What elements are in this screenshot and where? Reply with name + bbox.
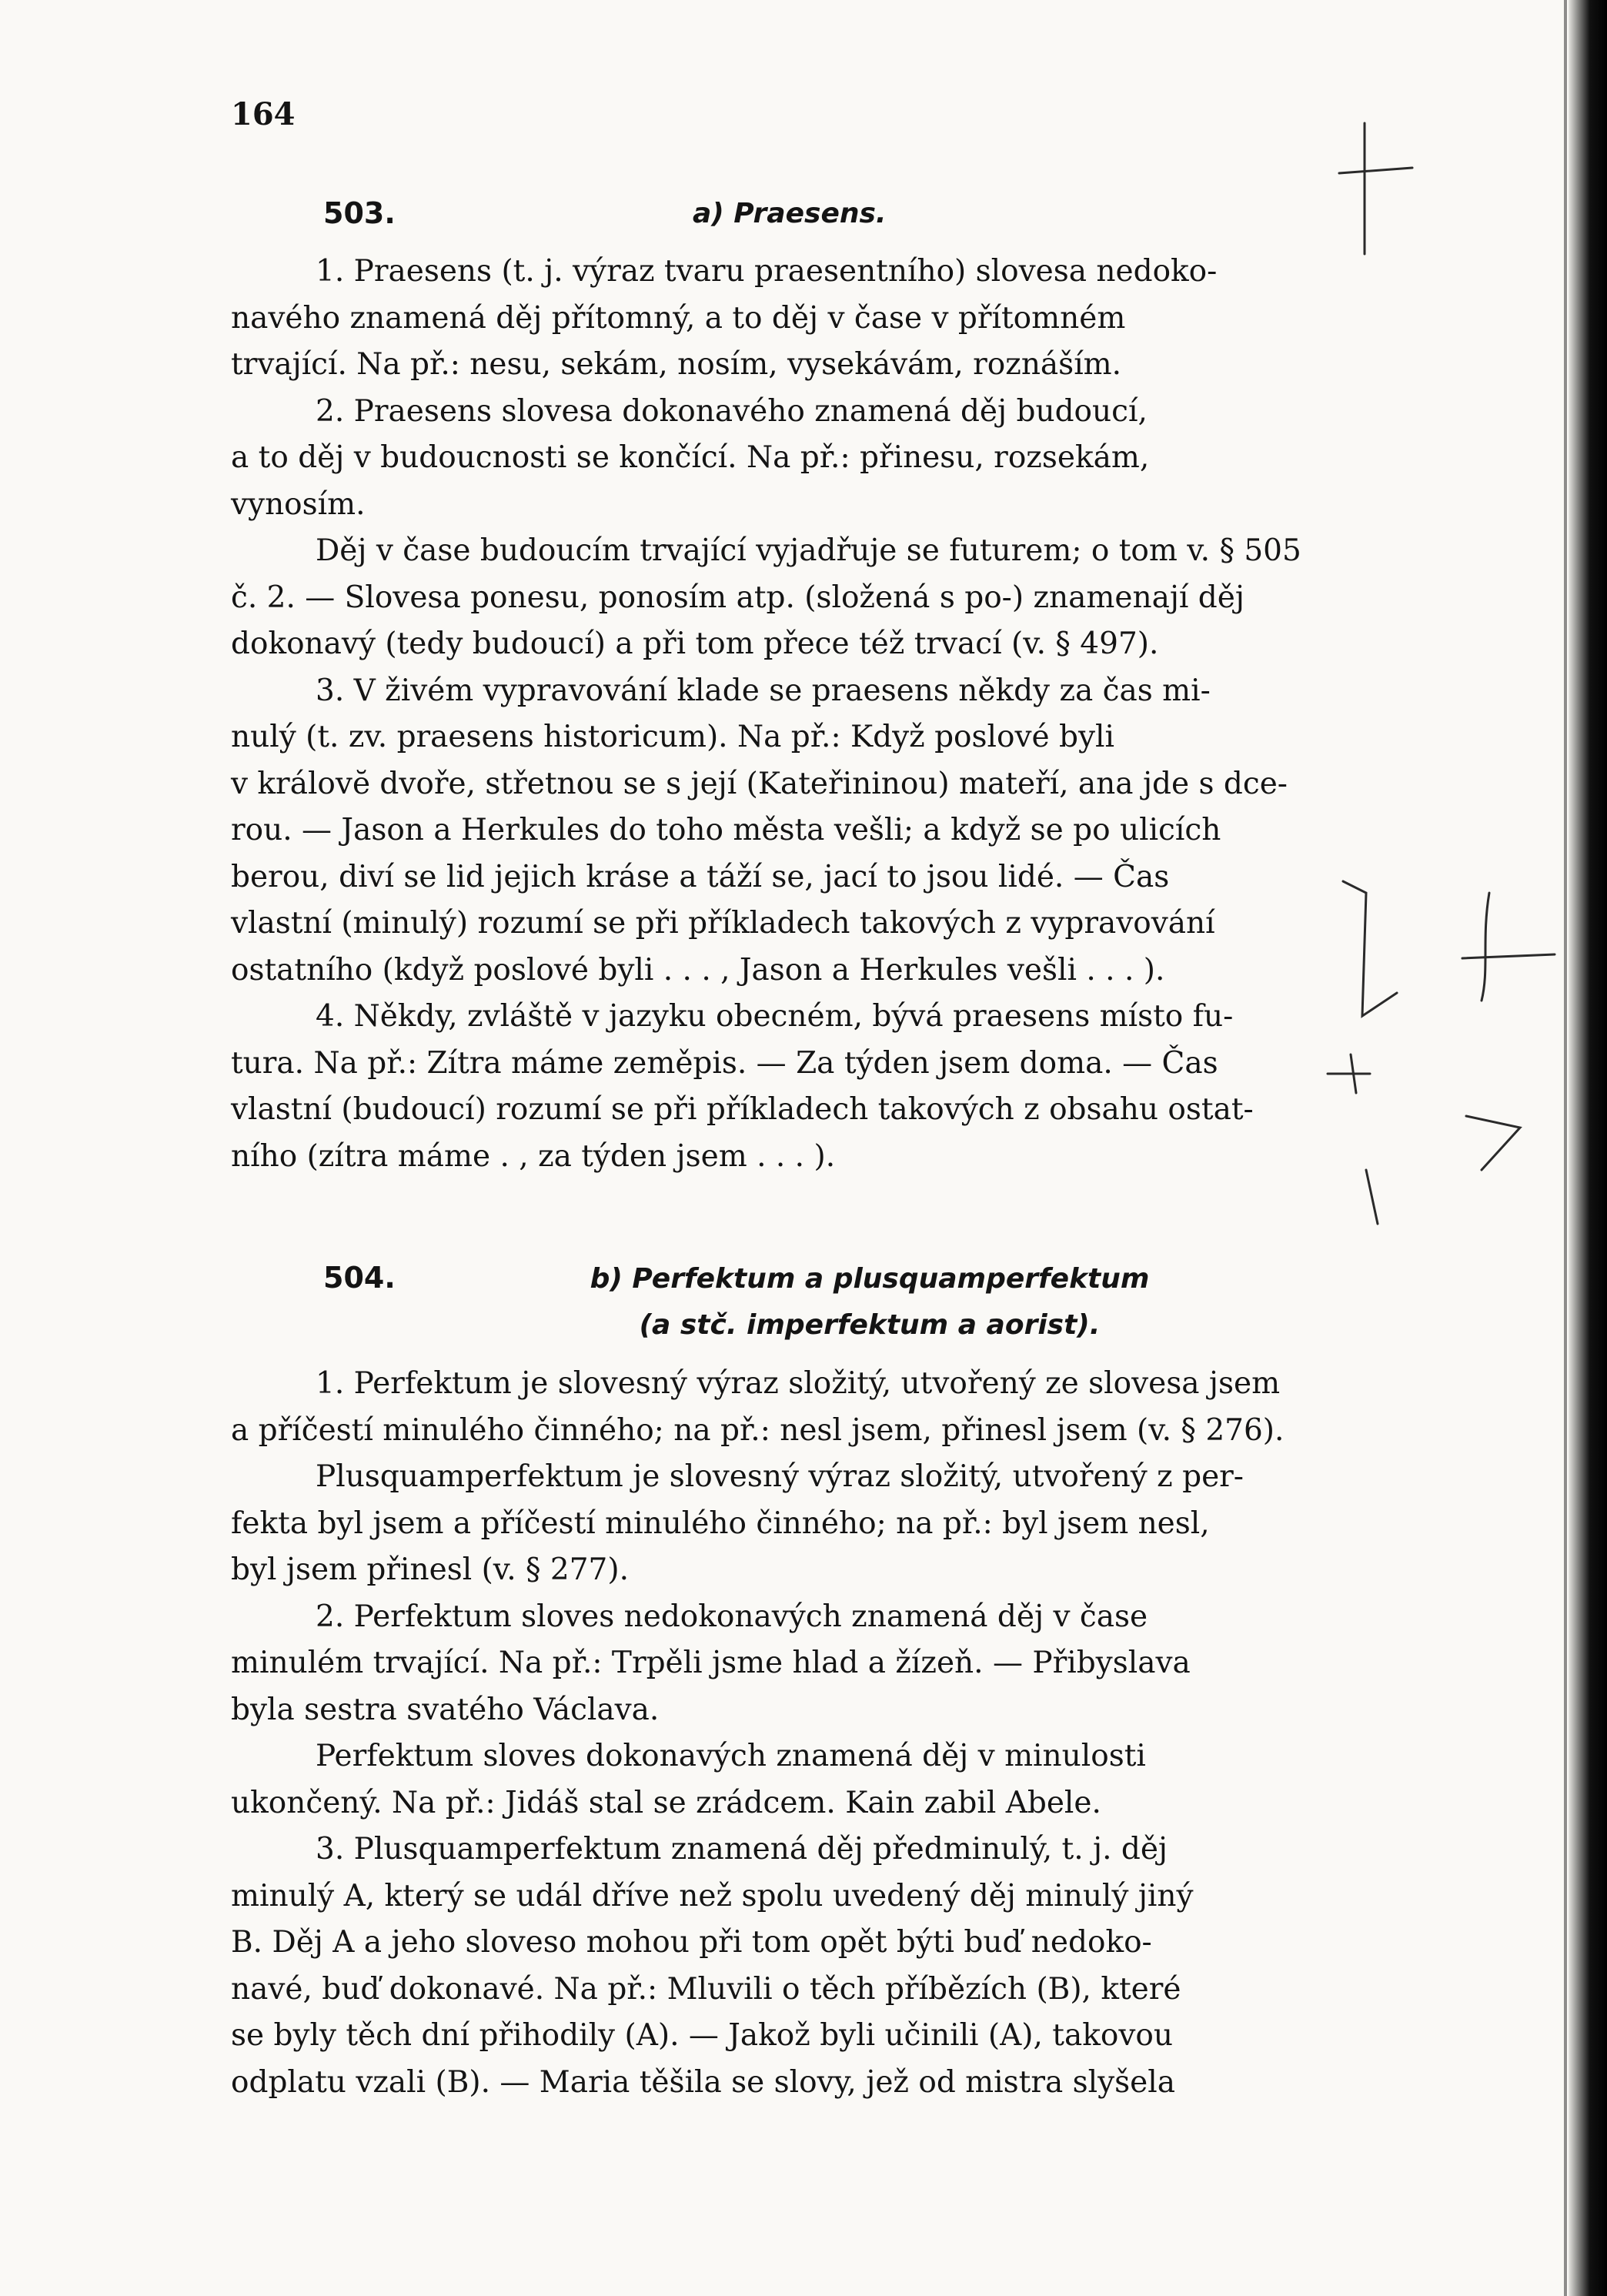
margin-arrow (1466, 1116, 1520, 1170)
text-line: B. Děj A a jeho sloveso mohou při tom opět býti buď nedoko- (231, 1925, 1152, 1960)
text-line: minulém trvající. Na př.: Trpěli jsme hlad a žízeň. — Přibyslava (231, 1646, 1191, 1680)
section-number-503: 503. (323, 196, 396, 230)
text-line: ostatního (když poslové byli . . . , Jason a Herkules vešli . . . ). (231, 952, 1165, 988)
section-heading-504-line1: b) Perfektum a plusquamperfektum (590, 1263, 1150, 1295)
section-heading-503: a) Praesens. (693, 198, 887, 229)
text-line: vynosím. (231, 486, 366, 522)
section-number-504: 504. (323, 1261, 396, 1295)
text-line: a příčestí minulého činného; na př.: nesl jsem, přinesl jsem (v. § 276). (231, 1412, 1285, 1448)
text-line: navého znamená děj přítomný, a to děj v čase v přítomném (231, 300, 1126, 336)
text-line: berou, diví se lid jejich kráse a táží se, jací to jsou lidé. — Čas (231, 859, 1170, 894)
text-line: 2. Perfektum sloves nedokonavých znamená děj v čase (316, 1599, 1148, 1634)
text-line: minulý A, který se udál dříve než spolu uvedený děj minulý jiný (231, 1878, 1194, 1913)
text-line: 3. Plusquamperfektum znamená děj předminulý, t. j. děj (316, 1832, 1168, 1867)
text-line: č. 2. — Slovesa ponesu, ponosím atp. (složená s po-) znamenají děj (231, 580, 1245, 615)
text-line: nulý (t. zv. praesens historicum). Na př.: Když poslové byli (231, 720, 1114, 754)
page-number: 164 (231, 96, 296, 132)
text-line: rou. — Jason a Herkules do toho města vešli; a když se po ulicích (231, 813, 1221, 847)
text-line: vlastní (budoucí) rozumí se při příkladech takových z obsahu ostat- (231, 1092, 1254, 1127)
text-line: 4. Někdy, zvláště v jazyku obecném, bývá praesens místo fu- (316, 999, 1234, 1034)
text-line: Plusquamperfektum je slovesný výraz složitý, utvořený z per- (316, 1459, 1244, 1494)
margin-cross-1 (1482, 893, 1489, 1001)
text-line: se byly těch dní přihodily (A). — Jakož byli učinili (A), takovou (231, 2018, 1173, 2053)
text-line: ního (zítra máme . , za týden jsem . . . ). (231, 1138, 836, 1174)
text-line: byla sestra svatého Václava. (231, 1692, 660, 1727)
section-heading-504-line2: (a stč. imperfektum a aorist). (639, 1309, 1101, 1341)
text-line: byl jsem přinesl (v. § 277). (231, 1552, 629, 1587)
text-line: 1. Praesens (t. j. výraz tvaru praesentního) slovesa nedoko- (316, 254, 1218, 289)
text-line: navé, buď dokonavé. Na př.: Mluvili o těch příbězích (B), které (231, 1971, 1181, 2007)
text-line: ukončený. Na př.: Jidáš stal se zrádcem. Kain zabil Abele. (231, 1785, 1101, 1820)
text-line: dokonavý (tedy budoucí) a při tom přece též trvací (v. § 497). (231, 627, 1159, 661)
text-line: fekta byl jsem a příčestí minulého činného; na př.: byl jsem nesl, (231, 1506, 1210, 1541)
text-line: 3. V živém vypravování klade se praesens někdy za čas mi- (316, 673, 1211, 708)
text-line: Děj v čase budoucím trvající vyjadřuje se futurem; o tom v. § 505 (316, 533, 1301, 568)
text-line: v královĕ dvoře, střetnou se s její (Kateřininou) mateří, ana jde s dce- (231, 766, 1288, 801)
text-line: a to děj v budoucnosti se končící. Na př.: přinesu, rozsekám, (231, 440, 1150, 475)
text-line: 2. Praesens slovesa dokonavého znamená děj budoucí, (316, 393, 1148, 429)
text-line: Perfektum sloves dokonavých znamená děj v minulosti (316, 1739, 1146, 1773)
text-line: vlastní (minulý) rozumí se při příkladech takových z vypravování (231, 906, 1215, 941)
text-line: odplatu vzali (B). — Maria těšila se slovy, jež od mistra slyšela (231, 2064, 1175, 2100)
text-line: 1. Perfektum je slovesný výraz složitý, utvořený ze slovesa jsem (316, 1366, 1281, 1401)
text-line: tura. Na př.: Zítra máme zeměpis. — Za týden jsem doma. — Čas (231, 1045, 1218, 1081)
text-line: trvající. Na př.: nesu, sekám, nosím, vysekávám, roznáším. (231, 347, 1122, 382)
